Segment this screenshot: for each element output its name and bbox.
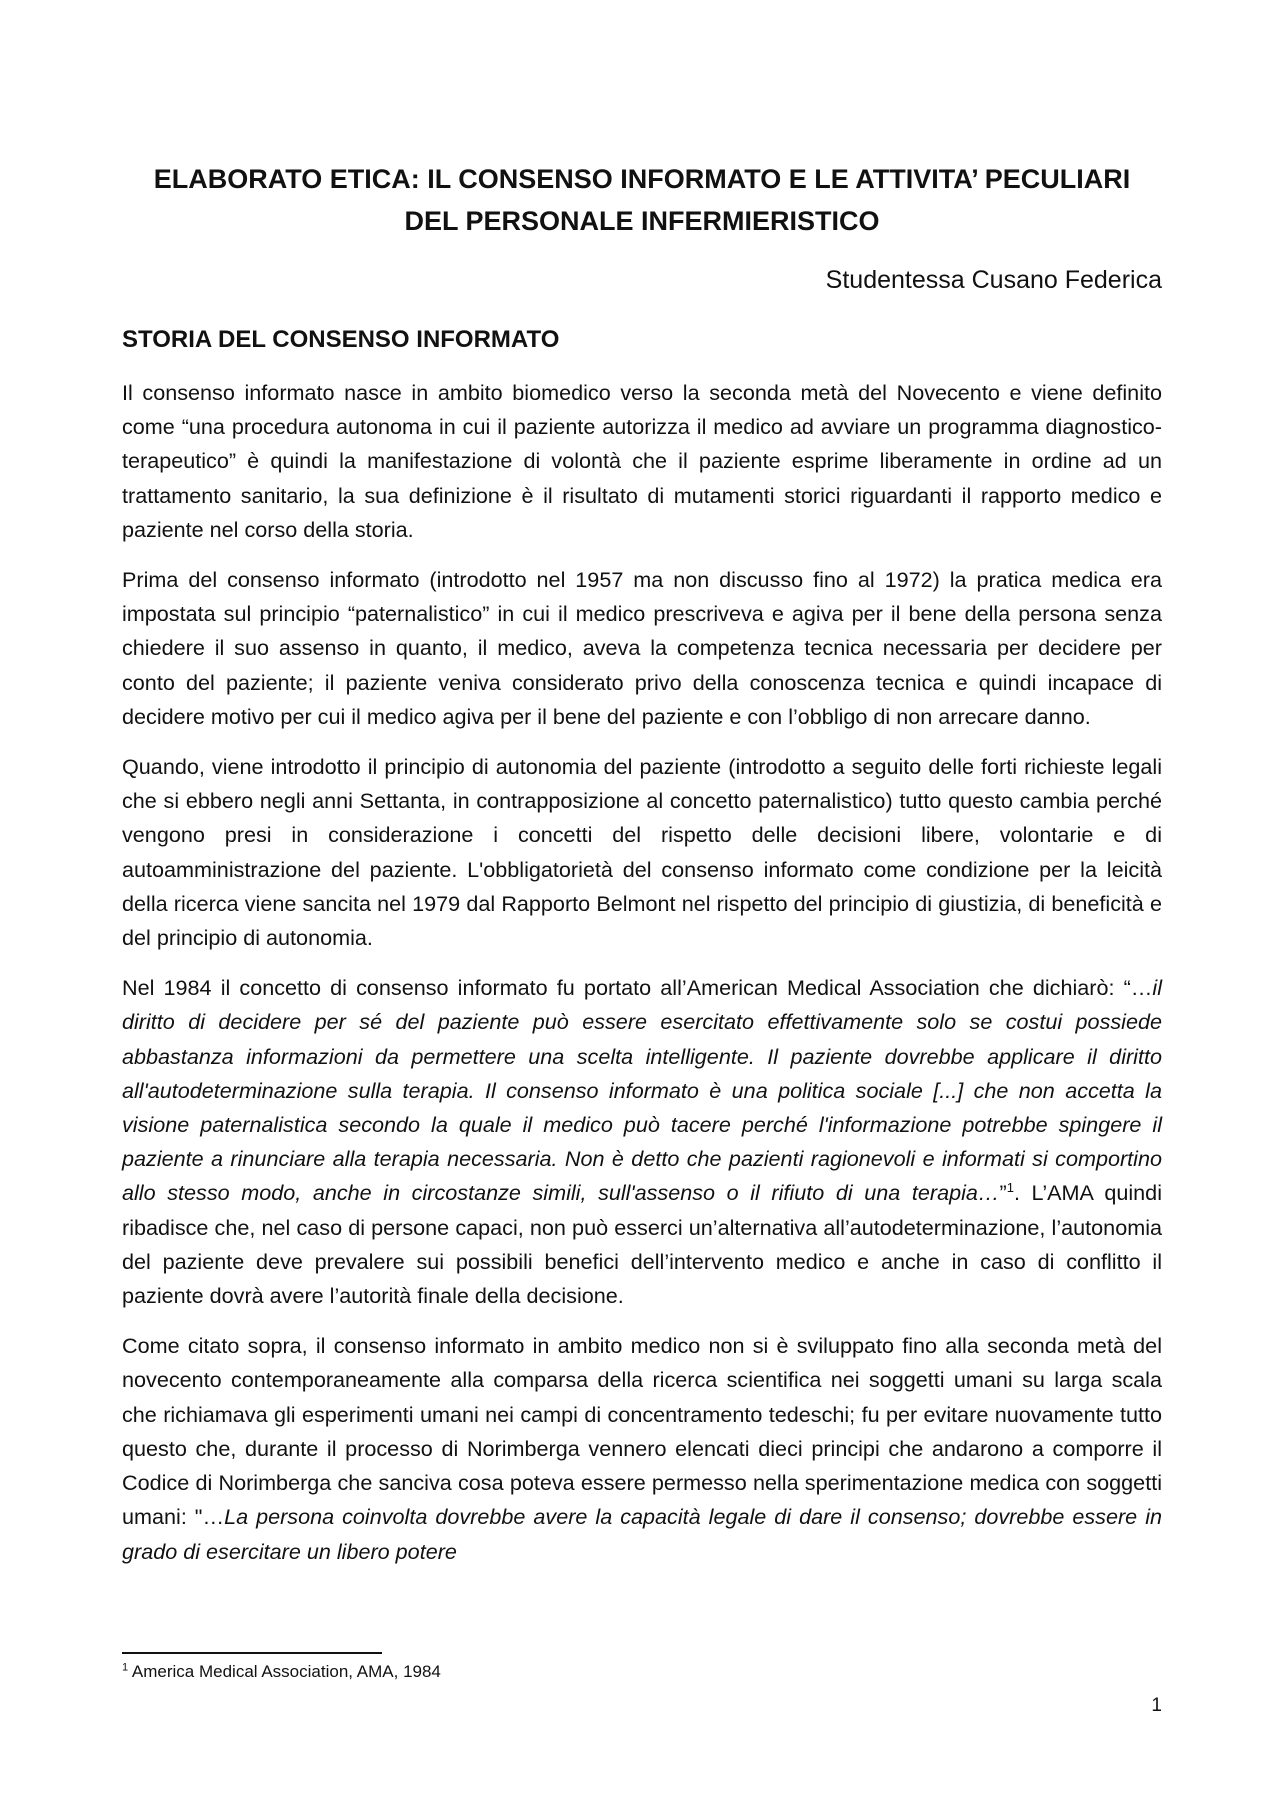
paragraph-4-rest: . L’AMA quindi ribadisce che, nel caso di persone capaci, non può esserci un’alternativa all’autodeterminazione, l’autonomia del paziente deve prevalere sui possibili benefici dell’intervento medico e anche in caso di conflitto il paziente dovrà avere l’autorità finale della decisione. bbox=[122, 1180, 1162, 1309]
footnote-reference[interactable]: 1 bbox=[1006, 1180, 1014, 1196]
paragraph-3: Quando, viene introdotto il principio di autonomia del paziente (introdotto a seguito delle forti richieste legali che si ebbero negli anni Settanta, in contrapposizione al concetto paternalistico) tutto questo cambia perché vengono presi in considerazione i concetti del rispetto delle decisioni libere, volontarie e di autoamministrazione del paziente. L'obbligatorietà del consenso informato come condizione per la leicità della ricerca viene sancita nel 1979 dal Rapporto Belmont nel rispetto del principio di giustizia, di beneficità e del principio di autonomia. bbox=[122, 754, 1162, 951]
paragraph-2: Prima del consenso informato (introdotto nel 1957 ma non discusso fino al 1972) la pratica medica era impostata sul principio “paternalistico” in cui il medico prescriveva e agiva per il bene della persona senza chiedere il suo assenso in quanto, il medico, aveva la competenza tecnica necessaria per decidere per conto del paziente; il paziente veniva considerato privo della conoscenza tecnica e quindi incapace di decidere motivo per cui il medico agiva per il bene del paziente e con l’obbligo di non arrecare danno. bbox=[122, 567, 1162, 729]
paragraph-5-text: Come citato sopra, il consenso informato in ambito medico non si è sviluppato fino alla seconda metà del novecento contemporaneamente alla comparsa della ricerca scientifica nei soggetti umani su larga scala che richiamava gli esperimenti umani nei campi di concentramento tedeschi; fu per evitare nuovamente tutto questo che, durante il processo di Norimberga vennero elencati dieci principi che andarono a comporre il Codice di Norimberga che sanciva cosa poteva essere permesso nella sperimentazione medica con soggetti umani: "… bbox=[122, 1333, 1162, 1530]
title-line-2: DEL PERSONALE INFERMIERISTICO bbox=[404, 206, 880, 236]
page-number: 1 bbox=[1151, 1695, 1162, 1716]
paragraph-4-intro: Nel 1984 il concetto di consenso informato fu portato all’American Medical Association che dichiarò: “… bbox=[122, 975, 1153, 1001]
ama-quote: il diritto di decidere per sé del paziente può essere esercitato effettivamente solo se costui possiede abbastanza informazioni da permettere una scelta intelligente. Il paziente dovrebbe applicare il diritto all'autodeterminazione sulla terapia. Il consenso informato è una politica sociale [...] che non accetta la visione paternalistica secondo la quale il medico può tacere perché l'informazione potrebbe spingere il paziente a rinunciare alla terapia necessaria. Non è detto che pazienti ragionevoli e informati si comportino allo stesso modo, anche in circostanze simili, sull'assenso o il rifiuto di una terapia… bbox=[122, 975, 1162, 1206]
footnote bbox=[122, 1660, 441, 1684]
footnote-number: 1 bbox=[122, 1661, 129, 1674]
title-line-1: ELABORATO ETICA: IL CONSENSO INFORMATO E LE ATTIVITA’ PECULIARI bbox=[153, 164, 1131, 194]
paragraph-4 bbox=[122, 971, 1162, 1313]
section-heading: STORIA DEL CONSENSO INFORMATO bbox=[122, 326, 560, 353]
paragraph-1: Il consenso informato nasce in ambito biomedico verso la seconda metà del Novecento e viene definito come “una procedura autonoma in cui il paziente autorizza il medico ad avviare un programma diagnostico-terapeutico” è quindi la manifestazione di volontà che il paziente esprime liberamente in ordine ad un trattamento sanitario, la sua definizione è il risultato di mutamenti storici riguardanti il rapporto medico e paziente nel corso della storia. bbox=[122, 380, 1162, 542]
paragraph-5 bbox=[122, 1329, 1162, 1568]
body-text bbox=[122, 376, 1162, 1585]
author-name: Studentessa Cusano Federica bbox=[825, 266, 1162, 294]
paragraph-4-quote-close: ” bbox=[999, 1180, 1007, 1206]
document-title bbox=[122, 158, 1162, 242]
footnote-separator bbox=[122, 1652, 382, 1654]
footnote-text: America Medical Association, AMA, 1984 bbox=[128, 1662, 441, 1681]
nuremberg-quote: La persona coinvolta dovrebbe avere la capacità legale di dare il consenso; dovrebbe essere in grado di esercitare un libero potere bbox=[122, 1504, 1162, 1564]
